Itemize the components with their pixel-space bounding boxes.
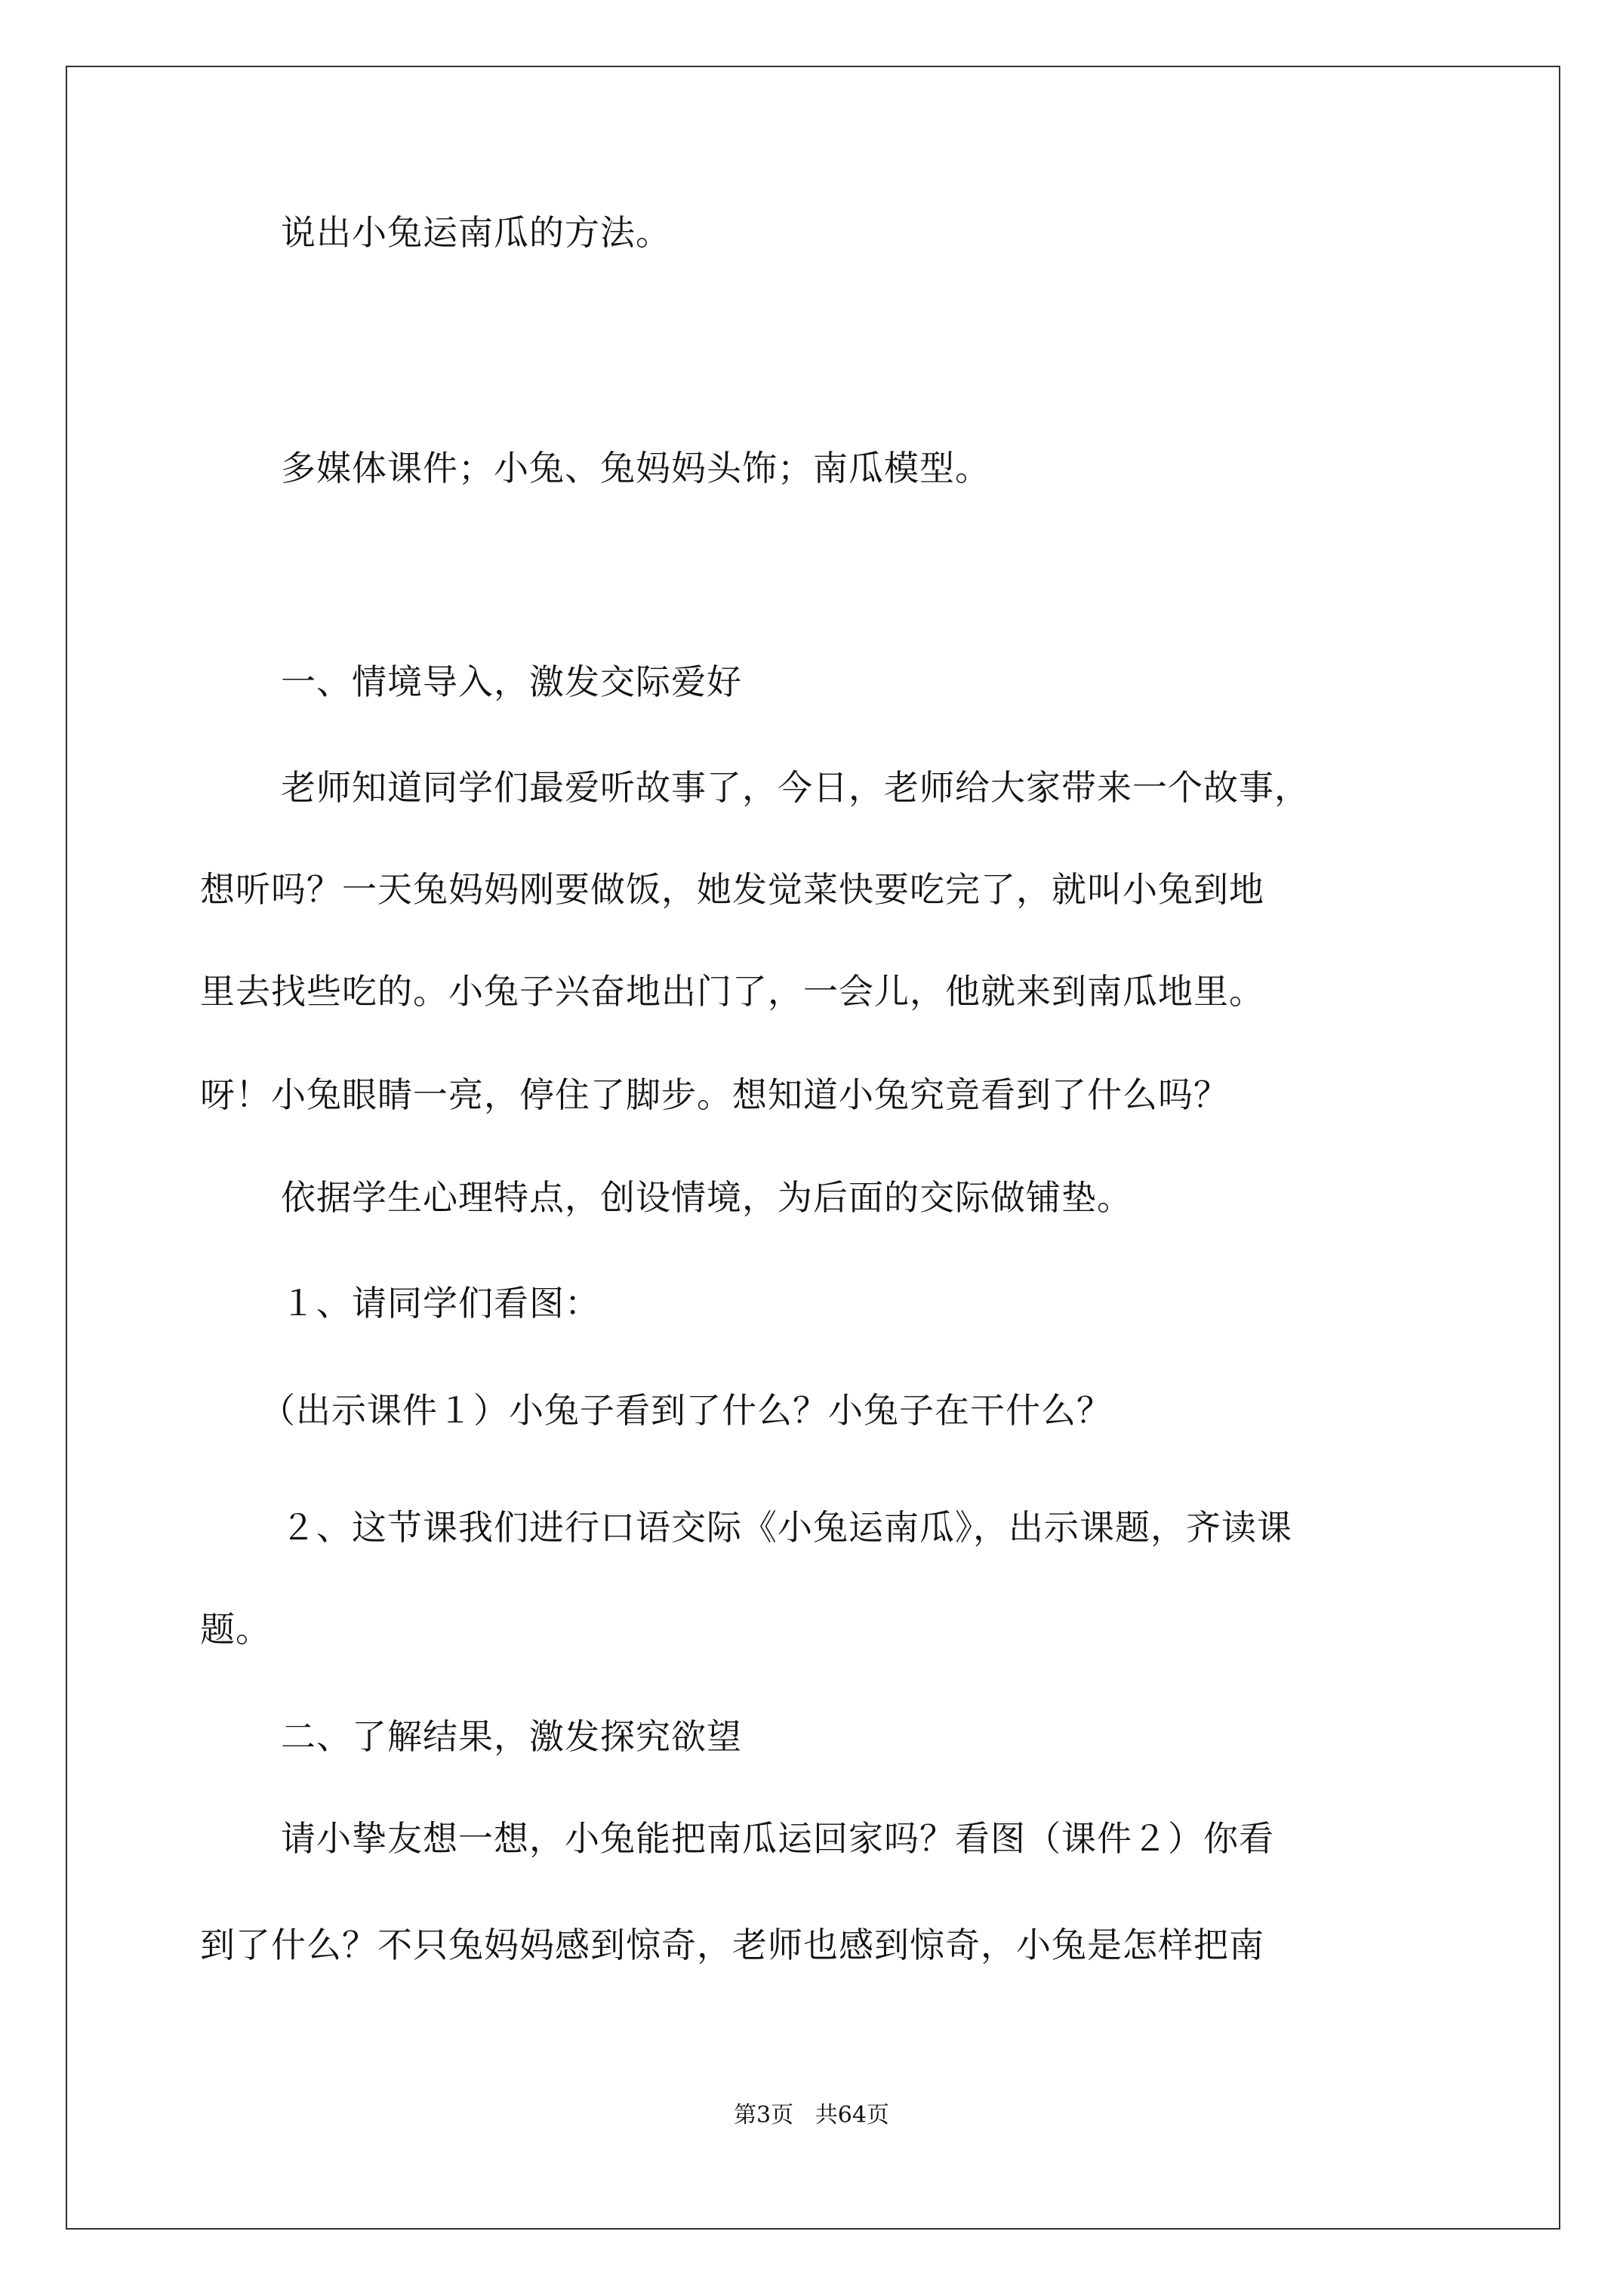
text-line: 请小挚友想一想，小兔能把南瓜运回家吗？看图（课件２）你看 bbox=[281, 1818, 1274, 1859]
page-border bbox=[66, 66, 1560, 2230]
text-line: 依据学生心理特点，创设情境，为后面的交际做铺垫。 bbox=[281, 1177, 1132, 1218]
section-heading: 二、了解结果，激发探究欲望 bbox=[281, 1716, 742, 1757]
text-line: １、请同学们看图： bbox=[281, 1283, 600, 1324]
page-number-footer: 第3页 共64页 bbox=[734, 2102, 889, 2128]
section-heading: 一、情境导入，激发交际爱好 bbox=[281, 661, 742, 702]
text-line: 多媒体课件；小兔、兔妈妈头饰；南瓜模型。 bbox=[281, 448, 990, 488]
text-line: 里去找些吃的。小兔子兴奋地出门了，一会儿，他就来到南瓜地里。 bbox=[200, 971, 1264, 1012]
text-line: 呀！小兔眼睛一亮，停住了脚步。想知道小兔究竟看到了什么吗？ bbox=[200, 1074, 1229, 1115]
text-line: 题。 bbox=[200, 1609, 271, 1650]
text-line: ２、这节课我们进行口语交际《小兔运南瓜》，出示课题，齐读课 bbox=[281, 1507, 1292, 1548]
text-line: 想听吗？一天兔妈妈刚要做饭，她发觉菜快要吃完了，就叫小兔到地 bbox=[200, 869, 1264, 910]
text-line: （出示课件１）小兔子看到了什么？小兔子在干什么？ bbox=[260, 1390, 1112, 1431]
text-line: 老师知道同学们最爱听故事了，今日，老师给大家带来一个故事， bbox=[281, 767, 1310, 808]
text-line: 说出小兔运南瓜的方法。 bbox=[281, 212, 671, 253]
text-line: 到了什么？不只兔妈妈感到惊奇，老师也感到惊奇，小兔是怎样把南 bbox=[200, 1925, 1264, 1965]
